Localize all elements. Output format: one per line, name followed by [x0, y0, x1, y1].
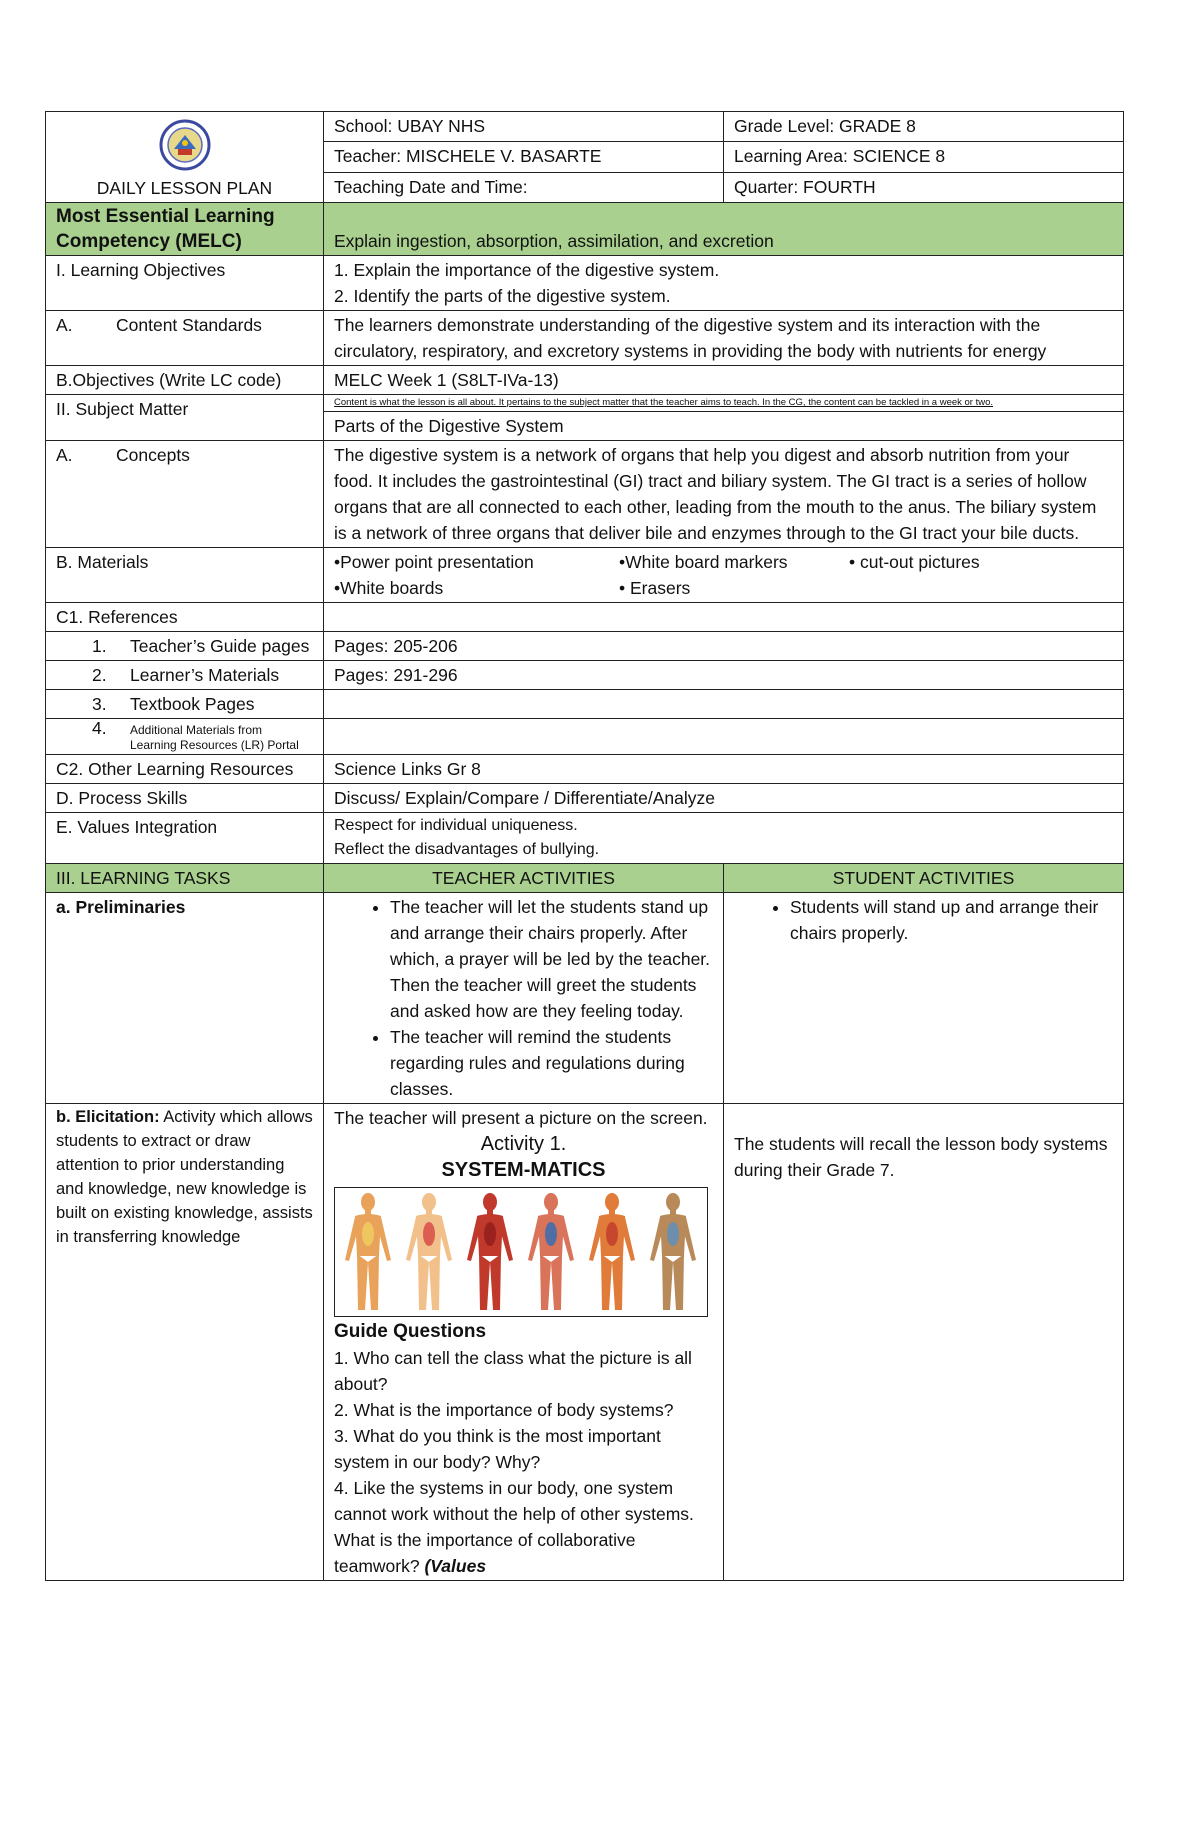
teacher-field: Teacher: MISCHELE V. BASARTE: [324, 142, 724, 172]
activity-title: Activity 1.: [480, 1133, 567, 1155]
teacher-activities-header: TEACHER ACTIVITIES: [324, 864, 724, 893]
reference-num: 1.: [92, 636, 107, 656]
references-empty: [324, 603, 1124, 632]
learning-tasks-label: III. LEARNING TASKS: [46, 864, 324, 893]
reference-text: [130, 720, 299, 753]
guide-question-tail: (Values: [424, 1556, 487, 1576]
melc-label: [46, 203, 324, 256]
materials-row: [46, 548, 1124, 603]
student-activities-header: STUDENT ACTIVITIES: [724, 864, 1124, 893]
objective-item: 2. Identify the parts of the digestive system.: [334, 286, 671, 306]
document-title: DAILY LESSON PLAN: [96, 178, 273, 198]
elicitation-student: [724, 1104, 1124, 1581]
reference-value: [324, 719, 1124, 755]
reference-row: [46, 632, 1124, 661]
skeletal-figure-icon: [345, 1193, 391, 1310]
reference-row: [46, 690, 1124, 719]
digestive-figure-icon: [589, 1193, 635, 1310]
respiratory-figure-icon: [406, 1193, 452, 1310]
body-systems-figure: [334, 1187, 708, 1317]
concepts-value: The digestive system is a network of organs that help you digest and absorb nutrition from your food. It includes the gastrointestinal (GI) tract and biliary system. The GI tract is a series of hollow organs that are all connected to each other, leading from the mouth to the anus. The biliary system is a network of three organs that deliver bile and enzymes through to the GI tract your bile ducts.: [324, 441, 1124, 548]
reference-text: Learner’s Materials: [130, 665, 280, 685]
preliminaries-row: [46, 893, 1124, 1104]
melc-label-line1: Most Essential Learning: [56, 206, 275, 227]
elicitation-intro: The teacher will present a picture on the screen.: [334, 1108, 708, 1128]
values-integration-value: [324, 813, 1124, 864]
subject-matter-label: II. Subject Matter: [46, 395, 324, 441]
objectives-label: I. Learning Objectives: [46, 256, 324, 311]
reference-label: [46, 690, 324, 719]
deped-seal-icon: [148, 119, 222, 171]
objectives-value: [324, 256, 1124, 311]
other-resources-label: C2. Other Learning Resources: [46, 755, 324, 784]
concepts-letter: A.: [56, 445, 73, 465]
reference-num: 4.: [92, 718, 107, 738]
values-integration-label: E. Values Integration: [46, 813, 324, 864]
student-activity-list: [734, 894, 1113, 946]
references-row: [46, 603, 1124, 632]
learning-area-field: Learning Area: SCIENCE 8: [724, 142, 1124, 172]
reference-value: [324, 690, 1124, 719]
content-standards-letter: A.: [56, 315, 73, 335]
concepts-row: [46, 441, 1124, 548]
lc-code-value: MELC Week 1 (S8LT-IVa-13): [324, 366, 1124, 395]
teacher-activity-list: [334, 894, 713, 1102]
circulatory-figure-icon: [528, 1193, 574, 1310]
objectives-row: [46, 256, 1124, 311]
grade-level-field: Grade Level: GRADE 8: [724, 112, 1124, 142]
guide-question: [334, 1475, 713, 1579]
materials-label: B. Materials: [46, 548, 324, 603]
nervous-figure-icon: [650, 1193, 696, 1310]
lc-code-label: B.Objectives (Write LC code): [46, 366, 324, 395]
subject-matter-note: Content is what the lesson is all about. It pertains to the subject matter that the teacher aims to teach. In the CG, the content can be tackled in a week or two.: [324, 395, 1124, 412]
header-row-1: [46, 112, 1124, 142]
guide-questions-title: Guide Questions: [334, 1321, 487, 1342]
reference-num: 3.: [92, 694, 107, 714]
teacher-activity-item: • The teacher will remind the students regarding rules and regulations during classes.: [390, 1024, 713, 1102]
elicitation-teacher: [324, 1104, 724, 1581]
subject-matter-row-1: [46, 395, 1124, 412]
school-field: School: UBAY NHS: [324, 112, 724, 142]
melc-row: [46, 203, 1124, 256]
content-standards-text: Content Standards: [116, 315, 262, 335]
melc-label-line2: Competency (MELC): [56, 231, 242, 252]
reference-num: 2.: [92, 665, 107, 685]
teaching-date-field: Teaching Date and Time:: [324, 172, 724, 202]
body-systems-illustration: [335, 1188, 707, 1316]
material-item: • Erasers: [619, 578, 691, 598]
material-item: • cut-out pictures: [849, 552, 980, 572]
reference-value: Pages: 291-296: [324, 661, 1124, 690]
preliminaries-student: [724, 893, 1124, 1104]
materials-value: [324, 548, 1124, 603]
other-resources-value: Science Links Gr 8: [324, 755, 1124, 784]
elicitation-row: [46, 1104, 1124, 1581]
reference-value: Pages: 205-206: [324, 632, 1124, 661]
subject-matter-value: Parts of the Digestive System: [324, 412, 1124, 441]
guide-question: 2. What is the importance of body systems?: [334, 1400, 674, 1420]
melc-value: Explain ingestion, absorption, assimilation, and excretion: [324, 203, 1124, 256]
reference-row: [46, 719, 1124, 755]
reference-row: [46, 661, 1124, 690]
guide-question: 1. Who can tell the class what the picture is all about?: [334, 1348, 692, 1394]
concepts-label: [46, 441, 324, 548]
muscular-figure-icon: [467, 1193, 513, 1310]
values-line: Respect for individual uniqueness.: [334, 817, 578, 834]
student-activity-item: • Students will stand up and arrange their chairs properly.: [790, 894, 1113, 946]
reference-label: [46, 632, 324, 661]
reference-label: [46, 661, 324, 690]
activity-subtitle: SYSTEM-MATICS: [441, 1159, 606, 1181]
header-logo-cell: [46, 112, 324, 203]
preliminaries-label: a. Preliminaries: [46, 893, 324, 1104]
reference-text-line2: Learning Resources (LR) Portal: [130, 738, 299, 752]
material-item: •White board markers: [619, 552, 788, 572]
material-item: •Power point presentation: [334, 552, 534, 572]
process-skills-label: D. Process Skills: [46, 784, 324, 813]
reference-label: [46, 719, 324, 755]
guide-question: 3. What do you think is the most important system in our body? Why?: [334, 1426, 661, 1472]
values-integration-row: [46, 813, 1124, 864]
objective-item: 1. Explain the importance of the digestive system.: [334, 260, 720, 280]
elicitation-label-bold: b. Elicitation:: [56, 1108, 160, 1126]
lesson-plan-table: [45, 111, 1124, 1581]
elicitation-label-text: Activity which allows students to extract or draw attention to prior understanding and knowledge, new knowledge is built on existing knowledge, assists in transferring knowledge: [56, 1108, 313, 1246]
learning-tasks-header-row: [46, 864, 1124, 893]
process-skills-row: [46, 784, 1124, 813]
teacher-activity-item: • The teacher will let the students stand up and arrange their chairs properly. After which, a prayer will be led by the teacher. Then the teacher will greet the students and asked how are they feeling today.: [390, 894, 713, 1024]
reference-text: Teacher’s Guide pages: [130, 636, 310, 656]
content-standards-value: The learners demonstrate understanding of the digestive system and its interaction with the circulatory, respiratory, and excretory systems in providing the body with nutrients for energy: [324, 311, 1124, 366]
reference-text: Textbook Pages: [130, 694, 255, 714]
preliminaries-teacher: [324, 893, 724, 1104]
lc-code-row: [46, 366, 1124, 395]
elicitation-label: [46, 1104, 324, 1581]
content-standards-row: [46, 311, 1124, 366]
material-item: •White boards: [334, 578, 444, 598]
reference-text-line1: Additional Materials from: [130, 723, 263, 737]
elicitation-student-text: The students will recall the lesson body systems during their Grade 7.: [734, 1134, 1108, 1180]
concepts-text: Concepts: [116, 445, 190, 465]
guide-question-text: 4. Like the systems in our body, one system cannot work without the help of other systems. What is the importance of collaborative teamwork?: [334, 1478, 694, 1576]
values-line: Reflect the disadvantages of bullying.: [334, 841, 600, 858]
quarter-field: Quarter: FOURTH: [724, 172, 1124, 202]
process-skills-value: Discuss/ Explain/Compare / Differentiate/Analyze: [324, 784, 1124, 813]
references-label: C1. References: [46, 603, 324, 632]
other-resources-row: [46, 755, 1124, 784]
content-standards-label: [46, 311, 324, 366]
